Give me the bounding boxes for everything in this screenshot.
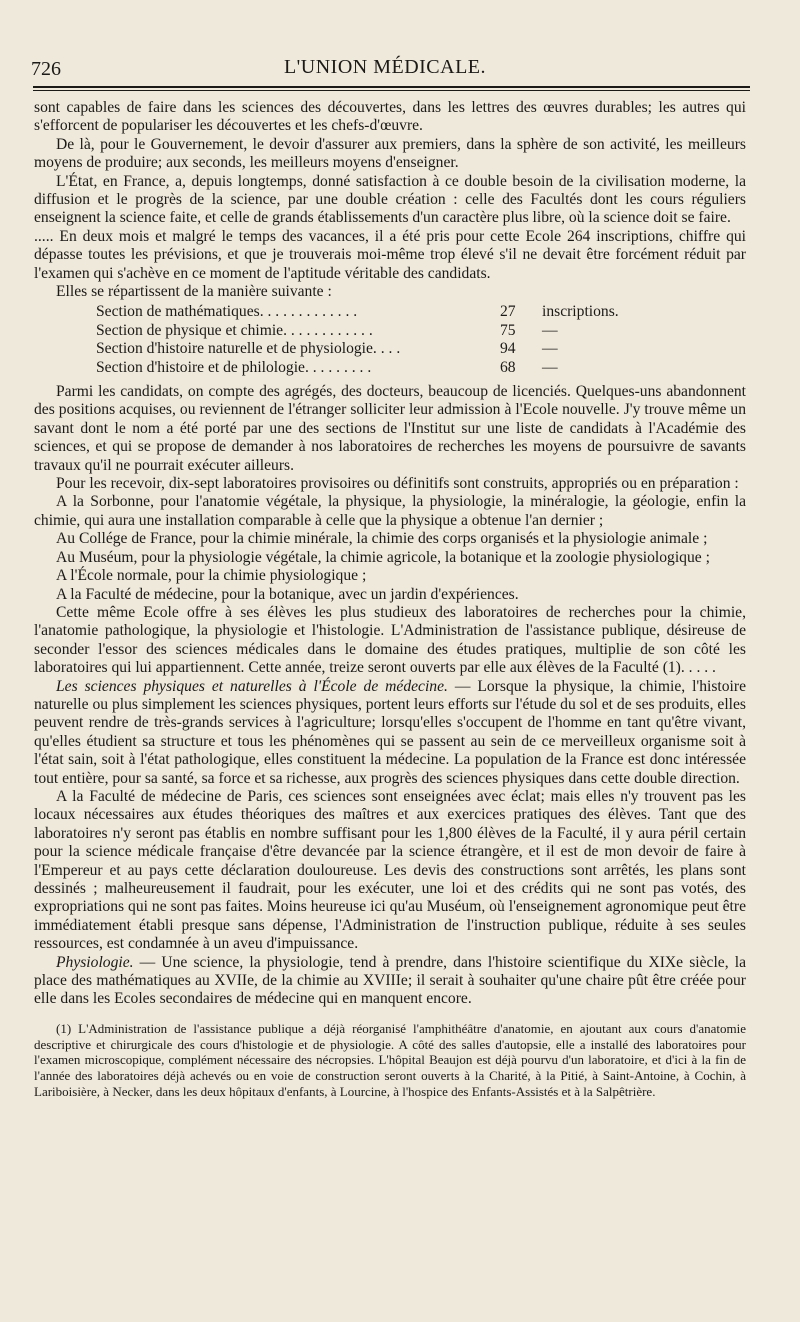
paragraph: A l'École normale, pour la chimie physiologique ; <box>56 567 367 585</box>
page-number: 726 <box>31 58 61 80</box>
table-row <box>96 322 636 340</box>
paragraph-physiologie <box>34 954 746 1009</box>
inscriptions-table <box>96 303 636 377</box>
paragraph: A la Sorbonne, pour l'anatomie végétale, la physique, la physiologie, la minéralogie, la géologie, enfin la chimie, qui aura une installation comparable à celle que la physique a obtenue l'an dernier ; <box>34 493 746 529</box>
paragraph: De là, pour le Gouvernement, le devoir d'assurer aux premiers, dans la sphère de son activité, les meilleurs moyens de produire; aux seconds, les meilleurs moyens d'enseigner. <box>34 135 746 172</box>
paragraph: Pour les recevoir, dix-sept laboratoires provisoires ou définitifs sont construits, appropriés ou en préparation : <box>56 475 739 493</box>
section-name: Section d'histoire naturelle et de physiologie. . . . <box>96 340 401 358</box>
section-count: 68 <box>500 358 516 376</box>
table-row <box>96 303 636 321</box>
paragraph: A la Faculté de médecine de Paris, ces sciences sont enseignées avec éclat; mais elles n'y trouvent pas les locaux nécessaires aux études théoriques des maîtres et aux exercices pratiques des élèves. Tant que des laboratoires n'y seront pas établis en nombre suffisant pour les 1,800 élèves de la Faculté, il y aura péril certain pour la science médicale française d'être devancée par la science étrangère, et il est de mon devoir de faire à l'Empereur et au pays cette déclaration douloureuse. Les devis des constructions sont arrêtés, les plans sont dessinés ; malheureusement il faudrait, pour les exécuter, une loi et des crédits qui ne sont pas votés, des expropriations qui ne sont pas faites. Moins heureuse ici qu'au Muséum, où l'enseignement agronomique peut être immédiatement établi presque sans dépense, l'Administration de l'instruction publique, réduite à ses seules ressources, est condamnée à un aveu d'impuissance. <box>34 787 746 953</box>
paragraph: L'État, en France, a, depuis longtemps, donné satisfaction à ce double besoin de la civilisation moderne, la diffusion et le progrès de la science, par une double création : celle des Facultés dont les cours réguliers enseignent la science faite, et celle de grands établissements d'un caractère plus libre, où la science doit se faire. <box>34 172 746 227</box>
paragraph: Au Collége de France, pour la chimie minérale, la chimie des corps organisés et la physiologie animale ; <box>56 530 708 548</box>
header-rule-thick <box>33 86 750 88</box>
paragraph-sciences <box>34 678 746 788</box>
paragraph: ..... En deux mois et malgré le temps des vacances, il a été pris pour cette Ecole 264 inscriptions, chiffre qui dépasse toutes les prévisions, et que je trouverais moi-même trop élevé s'il ne devait être forcément réduit par l'examen qui s'achève en ce moment de l'aptitude véritable des candidats. <box>34 227 746 282</box>
table-row <box>96 359 636 377</box>
header-rule-thin <box>33 90 750 91</box>
section-unit: — <box>542 321 558 339</box>
paragraph-text: — Lorsque la physique, la chimie, l'histoire naturelle ou plus simplement les sciences physiques, portent leurs efforts sur l'étude du sol et de ses produits, elles peuvent rendre de très-grands services à l'agriculture; lorsqu'elles s'occupent de l'homme en tant qu'être vivant, qu'elles étudient sa structure et tous les phénomènes qui se passent au sein de ce merveilleux organisme soit à l'état sain, soit à l'état pathologique, elles constituent la médecine. La population de la France est donc intéressée tout entière, pour sa santé, sa force et sa richesse, aux progrès des sciences physiques dans cette double direction. <box>34 677 746 787</box>
section-count: 27 <box>500 303 516 321</box>
section-count: 94 <box>500 340 516 358</box>
section-name: Section de physique et chimie. . . . . . . . . . . . <box>96 321 373 339</box>
section-count: 75 <box>500 321 516 339</box>
page-header <box>24 46 746 86</box>
section-unit: — <box>542 358 558 376</box>
paragraph-text: — Une science, la physiologie, tend à prendre, dans l'histoire scientifique du XIXe siècle, la place des mathématiques au XVIIe, de la chimie au XVIIIe; il serait à souhaiter qu'une chaire pût être créée pour elle dans les Ecoles secondaires de médecine qui en manquent encore. <box>34 953 746 1008</box>
section-heading: Physiologie. <box>56 953 134 971</box>
body-text <box>24 99 746 1009</box>
section-unit: inscriptions. <box>542 303 619 321</box>
paragraph: sont capables de faire dans les sciences des découvertes, dans les lettres des œuvres durables; les autres qui s'efforcent de populariser les découvertes et les chefs-d'œuvre. <box>34 99 746 135</box>
section-name: Section de mathématiques. . . . . . . . . . . . . <box>96 303 358 321</box>
paragraph: Elles se répartissent de la manière suivante : <box>56 283 332 301</box>
footnote <box>24 1021 746 1100</box>
paragraph: Parmi les candidats, on compte des agrégés, des docteurs, beaucoup de licenciés. Quelques-uns abandonnent des positions acquises, ou reviennent de l'étranger solliciter leur admission à l'Ecole nouvelle. J'y trouve même un savant dont le nom a été porté par une des sections de l'Institut sur une liste de candidats à l'Académie des sciences, et qui se propose de demander à nos laboratoires de recherches les moyens de poursuivre de savants travaux qu'il ne pourrait exécuter ailleurs. <box>34 383 746 474</box>
section-heading: Les sciences physiques et naturelles à l'École de médecine. <box>56 677 448 695</box>
paragraph: Au Muséum, pour la physiologie végétale, la chimie agricole, la botanique et la zoologie physiologique ; <box>56 548 710 566</box>
table-row <box>96 340 636 358</box>
section-name: Section d'histoire et de philologie. . . . . . . . . <box>96 358 372 376</box>
running-title: L'UNION MÉDICALE. <box>283 56 487 78</box>
footnote-text: (1) L'Administration de l'assistance publique a déjà réorganisé l'amphithéâtre d'anatomie, en ajoutant aux cours d'anatomie descriptive et chirurgicale des cours d'histologie et de physiologie. A côté des salles d'autopsie, elle a installé des laboratoires pour l'examen microscopique, complément nécessaire des nécropsies. L'hôpital Beaujon est déjà pourvu d'un laboratoire, et d'ici à la fin de l'année des laboratoires déjà achevés ou en voie de construction seront ouverts à la Charité, à la Pitié, à Saint-Antoine, à Cochin, à Lariboisière, à Necker, dans les deux hôpitaux d'enfants, à Lourcine, à l'hospice des Enfants-Assistés et à la Salpêtrière. <box>34 1020 746 1100</box>
paragraph: A la Faculté de médecine, pour la botanique, avec un jardin d'expériences. <box>56 585 519 603</box>
section-unit: — <box>542 340 558 358</box>
paragraph: Cette même Ecole offre à ses élèves les plus studieux des laboratoires de recherches pour la chimie, l'anatomie pathologique, la physiologie et l'histologie. L'Administration de l'assistance publique, désireuse de seconder l'essor des sciences médicales dans le domaine des études pratiques, multiplie de son côté les laboratoires qui lui appartiennent. Cette année, treize seront ouverts par elle aux élèves de la Faculté (1). . . . . <box>34 603 746 677</box>
